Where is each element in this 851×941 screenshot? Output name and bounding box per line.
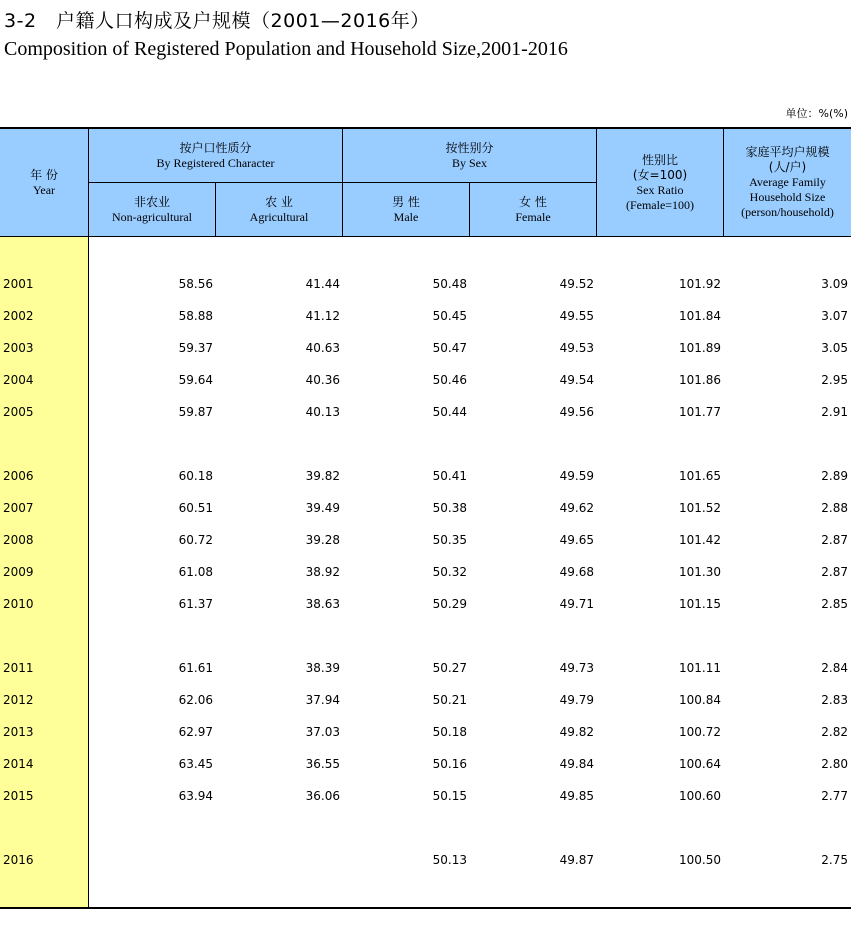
cell-female: 49.62 <box>559 501 594 515</box>
cell-ratio: 101.30 <box>679 565 721 579</box>
cell-year: 2014 <box>3 757 34 771</box>
cell-male: 50.46 <box>432 373 467 387</box>
cell-year: 2003 <box>3 341 34 355</box>
table-row <box>0 277 851 297</box>
cell-year: 2013 <box>3 725 34 739</box>
cell-agri: 38.63 <box>305 597 340 611</box>
cell-ratio: 100.84 <box>679 693 721 707</box>
header-household <box>724 129 851 236</box>
cell-female: 49.53 <box>559 341 594 355</box>
cell-year: 2008 <box>3 533 34 547</box>
cell-household: 2.87 <box>821 533 848 547</box>
cell-male: 50.35 <box>432 533 467 547</box>
header-male-cn: 男 性 <box>392 194 420 209</box>
cell-year: 2015 <box>3 789 34 803</box>
cell-year: 2012 <box>3 693 34 707</box>
cell-agri: 41.44 <box>305 277 340 291</box>
cell-nonagri: 63.94 <box>178 789 213 803</box>
table-row <box>0 309 851 329</box>
table-row <box>0 661 851 681</box>
cell-ratio: 101.92 <box>679 277 721 291</box>
cell-household: 2.84 <box>821 661 848 675</box>
cell-nonagri: 59.64 <box>178 373 213 387</box>
cell-ratio: 101.42 <box>679 533 721 547</box>
cell-male: 50.16 <box>432 757 467 771</box>
cell-female: 49.82 <box>559 725 594 739</box>
cell-agri: 37.94 <box>305 693 340 707</box>
cell-agri: 37.03 <box>305 725 340 739</box>
table-row <box>0 565 851 585</box>
cell-female: 49.85 <box>559 789 594 803</box>
cell-household: 2.95 <box>821 373 848 387</box>
cell-nonagri: 58.56 <box>178 277 213 291</box>
header-household-en-2: Household Size <box>749 190 826 204</box>
header-household-en-1: Average Family <box>749 175 826 189</box>
header-agri-cn: 农 业 <box>265 194 293 209</box>
cell-agri: 36.55 <box>305 757 340 771</box>
header-ratio-cn: 性别比 <box>641 152 678 167</box>
header-ratio-en-sub: (Female=100) <box>625 197 695 212</box>
cell-year: 2016 <box>3 853 34 867</box>
cell-female: 49.87 <box>559 853 594 867</box>
header-year-en: Year <box>32 182 56 197</box>
table-bottom-border <box>0 907 851 909</box>
unit-label: 单位：%(%) <box>785 107 848 120</box>
cell-male: 50.45 <box>432 309 467 323</box>
header-female-en: Female <box>515 209 551 224</box>
cell-ratio: 101.11 <box>679 661 721 675</box>
header-female <box>470 183 596 236</box>
cell-ratio: 100.60 <box>679 789 721 803</box>
cell-nonagri: 63.45 <box>178 757 213 771</box>
cell-ratio: 101.86 <box>679 373 721 387</box>
cell-household: 3.09 <box>821 277 848 291</box>
header-male <box>343 183 469 236</box>
header-male-en: Male <box>393 209 419 224</box>
cell-agri: 40.13 <box>305 405 340 419</box>
cell-male: 50.13 <box>432 853 467 867</box>
cell-agri: 39.28 <box>305 533 340 547</box>
table-row <box>0 373 851 393</box>
cell-year: 2011 <box>3 661 34 675</box>
header-sex-en: By Sex <box>451 155 487 170</box>
cell-agri: 39.82 <box>305 469 340 483</box>
page-subtitle: Composition of Registered Population and Household Size,2001-2016 <box>4 38 568 60</box>
header-agri-en: Agricultural <box>249 209 309 224</box>
cell-agri: 36.06 <box>305 789 340 803</box>
cell-ratio: 101.84 <box>679 309 721 323</box>
cell-household: 3.05 <box>821 341 848 355</box>
cell-household: 2.77 <box>821 789 848 803</box>
cell-male: 50.27 <box>432 661 467 675</box>
table-row <box>0 469 851 489</box>
cell-nonagri: 61.08 <box>178 565 213 579</box>
cell-female: 49.52 <box>559 277 594 291</box>
header-ratio-cn-sub: (女=100) <box>632 167 688 182</box>
cell-nonagri: 58.88 <box>178 309 213 323</box>
table-row <box>0 693 851 713</box>
header-household-cn: 家庭平均户规模 <box>745 145 830 159</box>
cell-agri: 40.63 <box>305 341 340 355</box>
cell-ratio: 101.89 <box>679 341 721 355</box>
table-row <box>0 533 851 553</box>
table-row <box>0 853 851 873</box>
cell-ratio: 101.15 <box>679 597 721 611</box>
cell-household: 2.83 <box>821 693 848 707</box>
cell-male: 50.29 <box>432 597 467 611</box>
cell-female: 49.84 <box>559 757 594 771</box>
cell-nonagri: 62.97 <box>178 725 213 739</box>
page-title: 3-2 户籍人口构成及户规模（2001—2016年） <box>4 10 430 32</box>
table-row <box>0 341 851 361</box>
cell-nonagri: 61.37 <box>178 597 213 611</box>
cell-male: 50.18 <box>432 725 467 739</box>
cell-household: 2.88 <box>821 501 848 515</box>
table-row <box>0 757 851 777</box>
header-household-en-3: (person/household) <box>741 205 834 219</box>
header-year <box>0 129 88 236</box>
header-female-cn: 女 性 <box>519 194 547 209</box>
cell-female: 49.55 <box>559 309 594 323</box>
cell-nonagri: 60.51 <box>178 501 213 515</box>
cell-female: 49.68 <box>559 565 594 579</box>
cell-nonagri: 59.37 <box>178 341 213 355</box>
cell-male: 50.48 <box>432 277 467 291</box>
table-row <box>0 405 851 425</box>
cell-male: 50.41 <box>432 469 467 483</box>
cell-female: 49.65 <box>559 533 594 547</box>
cell-female: 49.54 <box>559 373 594 387</box>
cell-household: 2.87 <box>821 565 848 579</box>
cell-male: 50.38 <box>432 501 467 515</box>
cell-female: 49.56 <box>559 405 594 419</box>
cell-year: 2006 <box>3 469 34 483</box>
cell-ratio: 100.50 <box>679 853 721 867</box>
cell-nonagri: 60.18 <box>178 469 213 483</box>
cell-male: 50.44 <box>432 405 467 419</box>
header-registered-en: By Registered Character <box>156 155 275 170</box>
cell-household: 2.80 <box>821 757 848 771</box>
cell-household: 2.82 <box>821 725 848 739</box>
cell-household: 3.07 <box>821 309 848 323</box>
cell-nonagri: 60.72 <box>178 533 213 547</box>
header-sex <box>343 129 596 182</box>
cell-agri: 41.12 <box>305 309 340 323</box>
header-sex-ratio <box>597 129 723 236</box>
cell-year: 2010 <box>3 597 34 611</box>
cell-household: 2.89 <box>821 469 848 483</box>
cell-male: 50.15 <box>432 789 467 803</box>
cell-year: 2004 <box>3 373 34 387</box>
cell-year: 2005 <box>3 405 34 419</box>
header-nonagri-cn: 非农业 <box>133 194 170 209</box>
cell-household: 2.75 <box>821 853 848 867</box>
cell-ratio: 100.64 <box>679 757 721 771</box>
header-sex-cn: 按性别分 <box>445 140 494 155</box>
cell-female: 49.59 <box>559 469 594 483</box>
cell-ratio: 101.65 <box>679 469 721 483</box>
cell-female: 49.79 <box>559 693 594 707</box>
cell-male: 50.21 <box>432 693 467 707</box>
cell-ratio: 101.77 <box>679 405 721 419</box>
cell-year: 2001 <box>3 277 34 291</box>
table-row <box>0 501 851 521</box>
header-ratio-en: Sex Ratio <box>636 182 684 197</box>
header-registered-cn: 按户口性质分 <box>179 140 252 155</box>
cell-ratio: 101.52 <box>679 501 721 515</box>
cell-year: 2009 <box>3 565 34 579</box>
header-nonagri-en: Non-agricultural <box>112 209 192 224</box>
cell-agri: 38.92 <box>305 565 340 579</box>
cell-nonagri: 61.61 <box>178 661 213 675</box>
cell-nonagri: 62.06 <box>178 693 213 707</box>
table-row <box>0 725 851 745</box>
cell-nonagri: 59.87 <box>178 405 213 419</box>
header-agri <box>216 183 342 236</box>
header-nonagri <box>89 183 215 236</box>
table-row <box>0 789 851 809</box>
cell-male: 50.32 <box>432 565 467 579</box>
cell-year: 2002 <box>3 309 34 323</box>
cell-ratio: 100.72 <box>679 725 721 739</box>
cell-agri: 39.49 <box>305 501 340 515</box>
cell-household: 2.91 <box>821 405 848 419</box>
cell-male: 50.47 <box>432 341 467 355</box>
header-year-cn: 年 份 <box>30 167 58 182</box>
header-household-cn-sub: (人/户) <box>768 160 807 174</box>
cell-household: 2.85 <box>821 597 848 611</box>
cell-agri: 38.39 <box>305 661 340 675</box>
cell-female: 49.73 <box>559 661 594 675</box>
header-registered <box>89 129 342 182</box>
table-row <box>0 597 851 617</box>
cell-female: 49.71 <box>559 597 594 611</box>
cell-agri: 40.36 <box>305 373 340 387</box>
cell-year: 2007 <box>3 501 34 515</box>
